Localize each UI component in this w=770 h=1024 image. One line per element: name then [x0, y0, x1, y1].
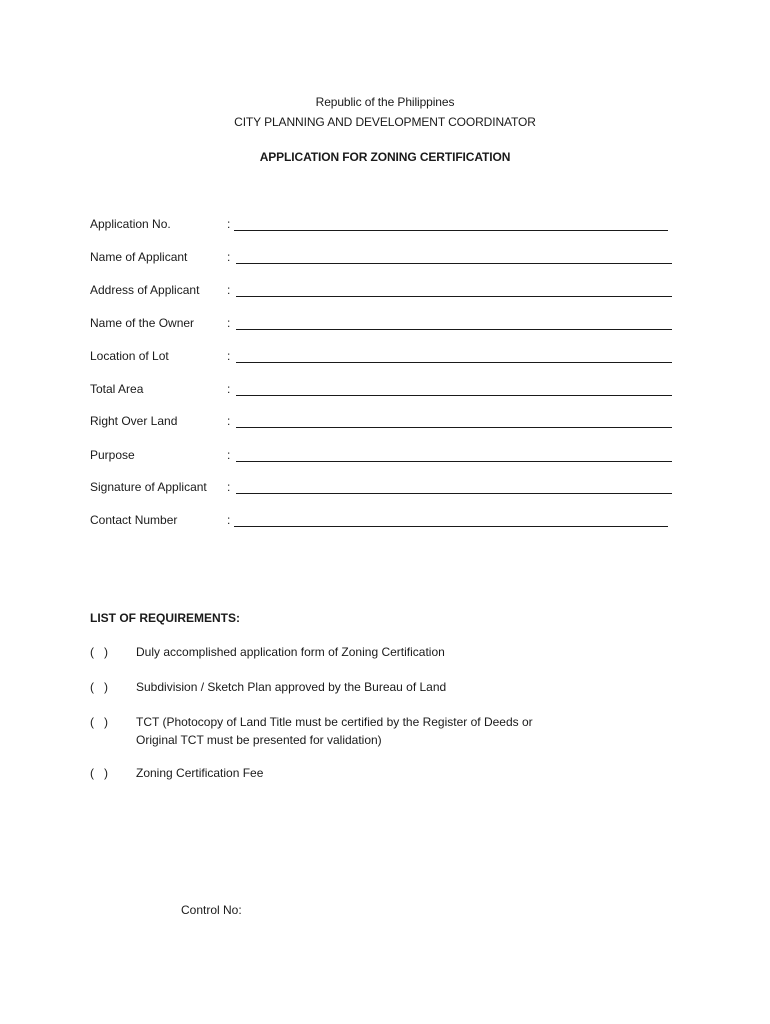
office-heading: CITY PLANNING AND DEVELOPMENT COORDINATOR — [234, 115, 536, 129]
field-colon: : — [227, 448, 231, 462]
requirement-text: Zoning Certification Fee — [136, 766, 264, 780]
field-colon: : — [227, 283, 231, 297]
field-application-no — [90, 217, 672, 233]
signature-of-applicant-blank-line[interactable] — [236, 493, 672, 494]
address-of-applicant-blank-line[interactable] — [236, 296, 672, 297]
field-colon: : — [227, 414, 231, 428]
field-name-of-applicant — [90, 250, 672, 266]
field-signature-of-applicant — [90, 480, 672, 496]
field-label: Purpose — [90, 448, 135, 462]
field-location-of-lot — [90, 349, 672, 365]
field-colon: : — [227, 382, 231, 396]
field-label: Name of Applicant — [90, 250, 188, 264]
republic-heading: Republic of the Philippines — [315, 95, 455, 109]
field-name-of-owner — [90, 316, 672, 332]
purpose-blank-line[interactable] — [236, 461, 672, 462]
field-colon: : — [227, 349, 231, 363]
contact-number-blank-line[interactable] — [234, 526, 668, 527]
requirement-text: Subdivision / Sketch Plan approved by the Bureau of Land — [136, 680, 447, 694]
field-colon: : — [227, 480, 231, 494]
requirement-checkbox[interactable]: ( ) — [90, 766, 108, 780]
name-of-applicant-blank-line[interactable] — [236, 263, 672, 264]
name-of-owner-blank-line[interactable] — [236, 329, 672, 330]
field-label: Signature of Applicant — [90, 480, 207, 494]
field-colon: : — [227, 513, 231, 527]
requirement-text: TCT (Photocopy of Land Title must be certified by the Register of Deeds or — [136, 715, 533, 729]
field-label: Contact Number — [90, 513, 178, 527]
field-label: Total Area — [90, 382, 144, 396]
field-right-over-land — [90, 414, 672, 430]
field-purpose — [90, 448, 672, 464]
right-over-land-blank-line[interactable] — [236, 427, 672, 428]
field-colon: : — [227, 217, 231, 231]
field-label: Right Over Land — [90, 414, 178, 428]
application-no-blank-line[interactable] — [234, 230, 668, 231]
field-label: Address of Applicant — [90, 283, 200, 297]
field-contact-number — [90, 513, 672, 529]
requirement-checkbox[interactable]: ( ) — [90, 715, 108, 729]
requirement-text-continued: Original TCT must be presented for validation) — [136, 733, 382, 747]
field-address-of-applicant — [90, 283, 672, 299]
requirement-checkbox[interactable]: ( ) — [90, 645, 108, 659]
requirement-text: Duly accomplished application form of Zoning Certification — [136, 645, 445, 659]
form-title: APPLICATION FOR ZONING CERTIFICATION — [259, 150, 511, 164]
total-area-blank-line[interactable] — [236, 395, 672, 396]
field-label: Name of the Owner — [90, 316, 195, 330]
field-label: Location of Lot — [90, 349, 169, 363]
control-number-label: Control No: — [181, 903, 242, 917]
requirements-title: LIST OF REQUIREMENTS: — [90, 611, 240, 625]
location-of-lot-blank-line[interactable] — [236, 362, 672, 363]
requirement-checkbox[interactable]: ( ) — [90, 680, 108, 694]
field-total-area — [90, 382, 672, 398]
field-label: Application No. — [90, 217, 171, 231]
field-colon: : — [227, 250, 231, 264]
field-colon: : — [227, 316, 231, 330]
